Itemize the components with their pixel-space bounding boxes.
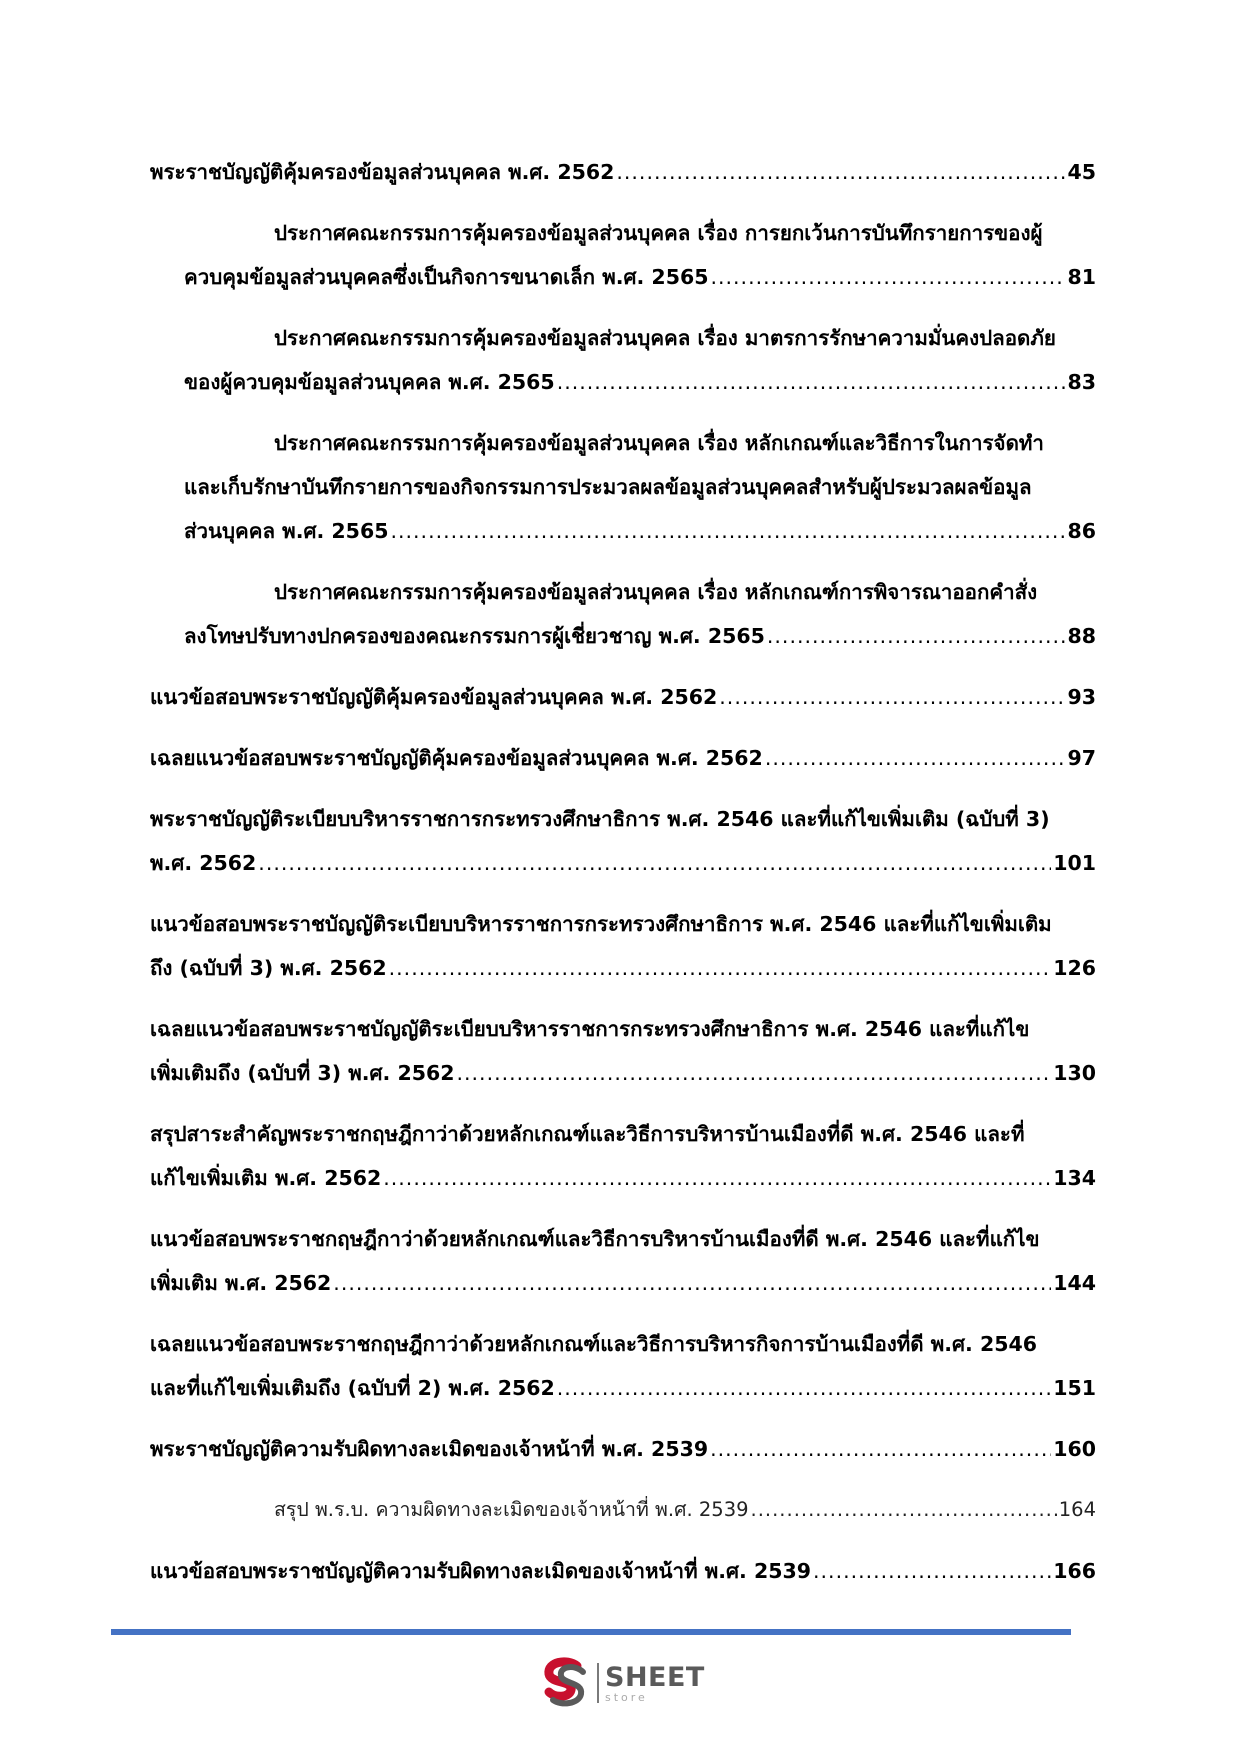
toc-entry-line	[184, 211, 1096, 255]
toc-entry-line	[150, 902, 1096, 946]
toc-page-number: 88	[1067, 624, 1096, 648]
toc-dot-leader	[616, 150, 1065, 194]
toc-page-number: 166	[1053, 1559, 1096, 1583]
toc-entry-line	[184, 614, 1096, 658]
toc-entry-title: ควบคุมข้อมูลส่วนบุคคลซึ่งเป็นกิจการขนาดเล็ก พ.ศ. 2565	[184, 265, 709, 289]
toc-page-number: 45	[1067, 160, 1096, 184]
toc-entry-title: ประกาศคณะกรรมการคุ้มครองข้อมูลส่วนบุคคล เรื่อง มาตรการรักษาความมั่นคงปลอดภัย	[274, 326, 1056, 350]
toc-entry-title: และเก็บรักษาบันทึกรายการของกิจกรรมการประมวลผลข้อมูลส่วนบุคคลสำหรับผู้ประมวลผลข้อมูล	[184, 475, 1032, 499]
logo-wordmark	[605, 1661, 705, 1704]
toc-entry-line	[150, 1217, 1096, 1261]
toc-dot-leader	[719, 675, 1065, 719]
toc-entry-title: ของผู้ควบคุมข้อมูลส่วนบุคคล พ.ศ. 2565	[184, 370, 555, 394]
toc-entry-title: เพิ่มเติม พ.ศ. 2562	[150, 1271, 332, 1295]
toc-entry[interactable]	[150, 1427, 1096, 1471]
toc-entry-line	[150, 1156, 1096, 1200]
toc-dot-leader	[258, 841, 1051, 885]
toc-dot-leader	[710, 255, 1065, 299]
toc-page-number: 101	[1053, 851, 1096, 875]
toc-entry-title: เฉลยแนวข้อสอบพระราชบัญญัติคุ้มครองข้อมูลส่วนบุคคล พ.ศ. 2562	[150, 746, 763, 770]
toc-entry-line	[184, 509, 1096, 553]
toc-entry-line	[150, 1112, 1096, 1156]
toc-entry-title: แนวข้อสอบพระราชบัญญัติระเบียบบริหารราชการกระทรวงศึกษาธิการ พ.ศ. 2546 และที่แก้ไขเพิ่มเติม	[150, 912, 1052, 936]
toc-entry-title: ลงโทษปรับทางปกครองของคณะกรรมการผู้เชี่ยวชาญ พ.ศ. 2565	[184, 624, 765, 648]
toc-dot-leader	[390, 509, 1065, 553]
toc-entry-title: พระราชบัญญัติความรับผิดทางละเมิดของเจ้าหน้าที่ พ.ศ. 2539	[150, 1437, 709, 1461]
toc-page-number: 93	[1067, 685, 1096, 709]
toc-entry[interactable]	[150, 570, 1096, 658]
toc-entry[interactable]	[150, 1549, 1096, 1593]
toc-entry-line	[150, 1007, 1096, 1051]
toc-entry-line	[150, 1051, 1096, 1095]
toc-dot-leader	[383, 1156, 1051, 1200]
sheet-store-logo	[537, 1655, 717, 1711]
logo-text: SHEET	[605, 1661, 705, 1693]
toc-entry[interactable]	[150, 421, 1096, 553]
toc-entry-line	[184, 1488, 1096, 1532]
toc-entry-line	[184, 255, 1096, 299]
toc-entry[interactable]	[150, 675, 1096, 719]
toc-entry[interactable]	[150, 1007, 1096, 1095]
toc-entry-line	[150, 1322, 1096, 1366]
toc-page-number: 151	[1053, 1376, 1096, 1400]
toc-entry-title: ถึง (ฉบับที่ 3) พ.ศ. 2562	[150, 956, 387, 980]
toc-dot-leader	[765, 736, 1066, 780]
toc-entry-title: เพิ่มเติมถึง (ฉบับที่ 3) พ.ศ. 2562	[150, 1061, 455, 1085]
toc-entry-line	[184, 570, 1096, 614]
toc-entry-line	[150, 1549, 1096, 1593]
toc-entry[interactable]	[150, 1217, 1096, 1305]
toc-entry-title: แก้ไขเพิ่มเติม พ.ศ. 2562	[150, 1166, 382, 1190]
toc-entry-title: ส่วนบุคคล พ.ศ. 2565	[184, 519, 389, 543]
toc-entry-line	[184, 360, 1096, 404]
toc-entry-line	[150, 946, 1096, 990]
table-of-contents	[150, 150, 1096, 1593]
toc-entry-title: สรุป พ.ร.บ. ความผิดทางละเมิดของเจ้าหน้าที่ พ.ศ. 2539	[274, 1498, 749, 1521]
toc-page-number: 83	[1067, 370, 1096, 394]
toc-entry-title: ประกาศคณะกรรมการคุ้มครองข้อมูลส่วนบุคคล เรื่อง การยกเว้นการบันทึกรายการของผู้	[274, 221, 1043, 245]
toc-entry-line	[184, 316, 1096, 360]
toc-entry[interactable]	[150, 1488, 1096, 1532]
toc-entry[interactable]	[150, 797, 1096, 885]
toc-entry-line	[150, 736, 1096, 780]
toc-page-number: 97	[1067, 746, 1096, 770]
toc-entry[interactable]	[150, 316, 1096, 404]
toc-entry-line	[150, 150, 1096, 194]
toc-page-number: 126	[1053, 956, 1096, 980]
toc-entry-title: แนวข้อสอบพระราชบัญญัติคุ้มครองข้อมูลส่วนบุคคล พ.ศ. 2562	[150, 685, 718, 709]
toc-entry-line	[150, 1366, 1096, 1410]
toc-entry-line	[184, 421, 1096, 465]
toc-entry-line	[150, 1427, 1096, 1471]
toc-entry-title: ประกาศคณะกรรมการคุ้มครองข้อมูลส่วนบุคคล เรื่อง หลักเกณฑ์การพิจารณาออกคำสั่ง	[274, 580, 1038, 604]
toc-page-number: 164	[1058, 1498, 1096, 1521]
toc-page-number: 134	[1053, 1166, 1096, 1190]
toc-entry-line	[150, 841, 1096, 885]
toc-entry-line	[150, 797, 1096, 841]
toc-entry[interactable]	[150, 902, 1096, 990]
toc-dot-leader	[389, 946, 1052, 990]
toc-dot-leader	[457, 1051, 1052, 1095]
toc-entry-title: แนวข้อสอบพระราชกฤษฎีกาว่าด้วยหลักเกณฑ์และวิธีการบริหารบ้านเมืองที่ดี พ.ศ. 2546 และที่แก้ไข	[150, 1227, 1040, 1251]
toc-entry-title: พระราชบัญญัติระเบียบบริหารราชการกระทรวงศึกษาธิการ พ.ศ. 2546 และที่แก้ไขเพิ่มเติม (ฉบับที่ 3)	[150, 807, 1050, 831]
toc-dot-leader	[557, 1366, 1051, 1410]
toc-page-number: 160	[1053, 1437, 1096, 1461]
toc-entry[interactable]	[150, 736, 1096, 780]
toc-page-number: 144	[1053, 1271, 1096, 1295]
toc-entry-title: ประกาศคณะกรรมการคุ้มครองข้อมูลส่วนบุคคล เรื่อง หลักเกณฑ์และวิธีการในการจัดทำ	[274, 431, 1044, 455]
toc-entry[interactable]	[150, 1112, 1096, 1200]
toc-entry[interactable]	[150, 150, 1096, 194]
toc-entry-title: พระราชบัญญัติคุ้มครองข้อมูลส่วนบุคคล พ.ศ. 2562	[150, 160, 615, 184]
toc-entry[interactable]	[150, 211, 1096, 299]
logo-subtext: store	[605, 1690, 648, 1704]
toc-entry-title: สรุปสาระสำคัญพระราชกฤษฎีกาว่าด้วยหลักเกณฑ์และวิธีการบริหารบ้านเมืองที่ดี พ.ศ. 2546 และที่	[150, 1122, 1025, 1146]
toc-entry-title: แนวข้อสอบพระราชบัญญัติความรับผิดทางละเมิดของเจ้าหน้าที่ พ.ศ. 2539	[150, 1559, 812, 1583]
toc-dot-leader	[767, 614, 1066, 658]
toc-entry-line	[150, 1261, 1096, 1305]
logo-separator	[597, 1663, 599, 1703]
toc-page-number: 130	[1053, 1061, 1096, 1085]
toc-entry[interactable]	[150, 1322, 1096, 1410]
toc-dot-leader	[333, 1261, 1051, 1305]
footer-rule	[111, 1629, 1071, 1635]
toc-entry-title: เฉลยแนวข้อสอบพระราชบัญญัติระเบียบบริหารราชการกระทรวงศึกษาธิการ พ.ศ. 2546 และที่แก้ไข	[150, 1017, 1030, 1041]
toc-entry-title: และที่แก้ไขเพิ่มเติมถึง (ฉบับที่ 2) พ.ศ. 2562	[150, 1376, 555, 1400]
toc-dot-leader	[813, 1549, 1051, 1593]
toc-entry-line	[150, 675, 1096, 719]
toc-dot-leader	[751, 1488, 1057, 1532]
toc-entry-title: เฉลยแนวข้อสอบพระราชกฤษฎีกาว่าด้วยหลักเกณฑ์และวิธีการบริหารกิจการบ้านเมืองที่ดี พ.ศ. 2546	[150, 1332, 1038, 1356]
toc-dot-leader	[710, 1427, 1051, 1471]
toc-page-number: 86	[1067, 519, 1096, 543]
toc-dot-leader	[557, 360, 1066, 404]
sheet-store-s-icon	[537, 1656, 595, 1710]
toc-entry-line	[184, 465, 1096, 509]
toc-entry-title: พ.ศ. 2562	[150, 851, 257, 875]
toc-page-number: 81	[1067, 265, 1096, 289]
